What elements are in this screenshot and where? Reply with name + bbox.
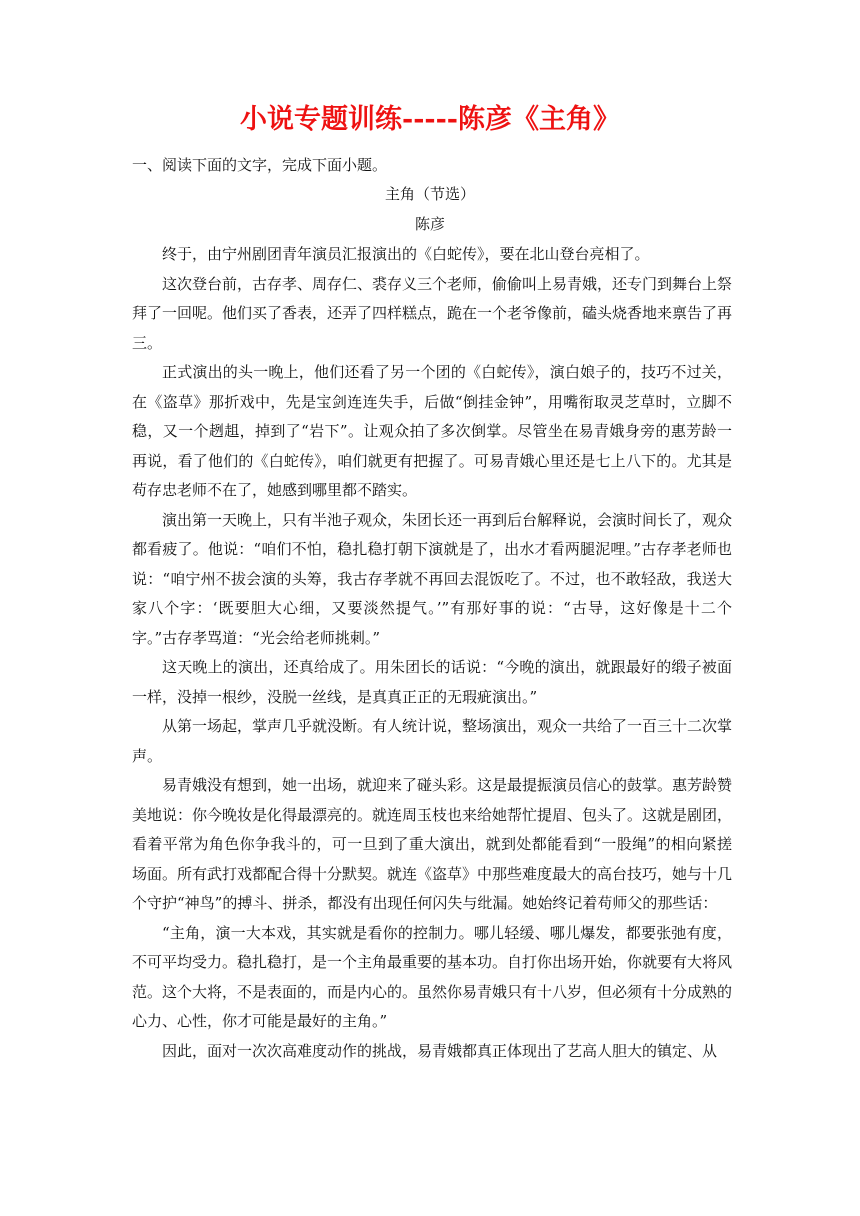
paragraph: 演出第一天晚上，只有半池子观众，朱团长还一再到后台解释说，会演时间长了，观众都看疲了。他说：“咱们不怕，稳扎稳打朝下演就是了，出水才看两腿泥哩。”古存孝老师也说：“咱宁州不拔会演的头筹，我古存孝就不再回去混饭吃了。不过，也不敢轻敌，我送大家八个字：‘既要胆大心细，又要淡然提气。’”有那好事的说：“古导，这好像是十二个字。”古存孝骂道：“光会给老师挑刺。” — [132, 510, 733, 647]
paragraph: 正式演出的头一晚上，他们还看了另一个团的《白蛇传》，演白娘子的，技巧不过关，在《盗草》那折戏中，先是宝剑连连失手，后做“倒挂金钟”，用嘴衔取灵芝草时，立脚不稳，又一个趔趄，掉到了“岩下”。让观众拍了多次倒掌。尽管坐在易青娥身旁的惠芳龄一再说，看了他们的《白蛇传》，咱们就更有把握了。可易青娥心里还是七上八下的。尤其是苟存忠老师不在了，她感到哪里都不踏实。 — [132, 363, 732, 499]
paragraph: “主角，演一大本戏，其实就是看你的控制力。哪儿轻缓、哪儿爆发，都要张弛有度，不可平均受力。稳扎稳打，是一个主角最重要的基本功。自打你出场开始，你就要有大将风范。这个大将，不是表面的，而是内心的。虽然你易青娥只有十八岁，但必须有十分成熟的心力、心性，你才可能是最好的主角。” — [132, 923, 733, 1030]
excerpt-title: 主角（节选） — [384, 185, 475, 203]
question-instruction: 一、阅读下面的文字，完成下面小题。 — [132, 156, 388, 174]
paragraph: 这天晚上的演出，还真给成了。用朱团长的话说：“今晚的演出，就跟最好的缎子被面一样，没掉一根纱，没脱一丝线，是真真正正的无瑕疵演出。” — [132, 658, 732, 706]
paragraph: 终于，由宁州剧团青年演员汇报演出的《白蛇传》，要在北山登台亮相了。 — [162, 245, 650, 263]
paragraph: 因此，面对一次次高难度动作的挑战，易青娥都真正体现出了艺高人胆大的镇定、从 — [162, 1041, 718, 1060]
author-name: 陈彦 — [414, 215, 445, 233]
paragraph: 易青娥没有想到，她一出场，就迎来了碰头彩。这是最提振演员信心的鼓掌。惠芳龄赞美地说：你今晚妆是化得最漂亮的。就连周玉枝也来给她帮忙提眉、包头了。这就是剧团，看着平常为角色你争我斗的，可一旦到了重大演出，就到处都能看到“一股绳”的相向紧搓场面。所有武打戏都配合得十分默契。就连《盗草》中那些难度最大的高台技巧，她与十几个守护“神鸟”的搏斗、拼杀，都没有出现任何闪失与纰漏。她始终记着苟师父的那些话： — [132, 776, 733, 912]
paragraph: 从第一场起，掌声几乎就没断。有人统计说，整场演出，观众一共给了一百三十二次掌声。 — [132, 717, 733, 765]
passage-body — [132, 240, 732, 1066]
document-title: 小说专题训练-----陈彦《主角》 — [239, 104, 621, 135]
paragraph: 这次登台前，古存孝、周存仁、裘存义三个老师，偷偷叫上易青娥，还专门到舞台上祭拜了一回呢。他们买了香表，还弄了四样糕点，跪在一个老爷像前，磕头烧香地来禀告了再三。 — [132, 274, 733, 352]
